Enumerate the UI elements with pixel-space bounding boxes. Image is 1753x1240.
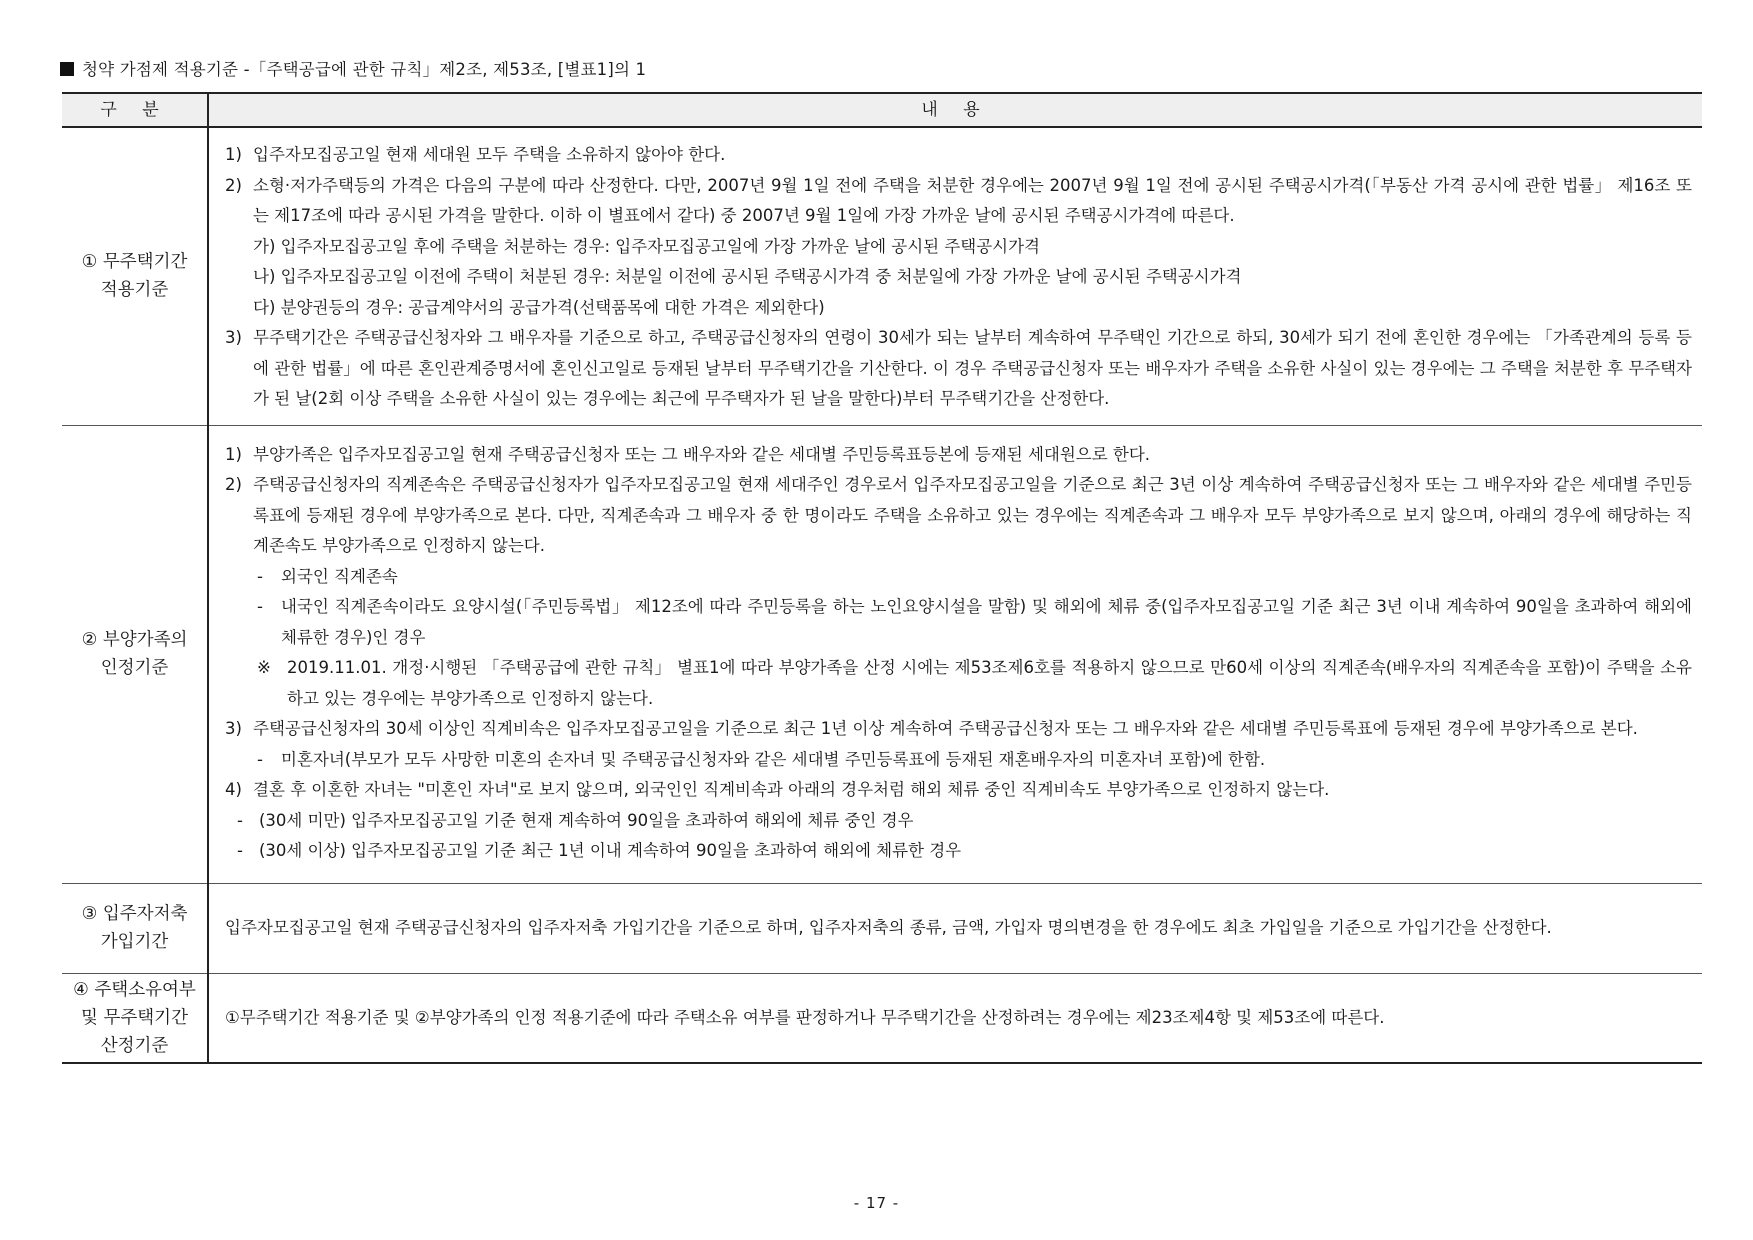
item-text: 주택공급신청자의 직계존속은 주택공급신청자가 입주자모집공고일 현재 세대주인 경우로서 입주자모집공고일을 기준으로 최근 3년 이상 계속하여 주택공급신청자 또는 그 배우자와 같은 세대별 주민등록표에 등재된 경우에 부양가족으로 본다. 다만, 직계존속과 그 배우자 중 한 명이라도 주택을 소유하고 있는 경우에는 직계존속과 그 배우자 모두 부양가족으로 보지 않으며, 아래의 경우에 해당하는 직계존속도 부양가족으로 인정하지 않는다. xyxy=(253,475,1692,555)
dash-text: 외국인 직계존속 xyxy=(281,566,398,586)
dash-item xyxy=(225,592,1692,653)
dash-marker: - xyxy=(237,810,243,830)
category-label: ③ 입주자저축 xyxy=(81,904,188,924)
table-row xyxy=(62,973,1702,1063)
numbered-item xyxy=(225,323,1692,415)
category-cell xyxy=(62,425,208,883)
content-cell xyxy=(208,973,1702,1063)
content-cell xyxy=(208,425,1702,883)
item-text: 부양가족은 입주자모집공고일 현재 주택공급신청자 또는 그 배우자와 같은 세대별 주민등록표등본에 등재된 세대원으로 한다. xyxy=(253,444,1151,464)
category-cell xyxy=(62,127,208,425)
item-number: 2) xyxy=(225,475,242,494)
category-label: 산정기준 xyxy=(100,1035,169,1056)
item-text: 무주택기간은 주택공급신청자와 그 배우자를 기준으로 하고, 주택공급신청자의 연령이 30세가 되는 날부터 계속하여 무주택인 기간으로 하되, 30세가 되기 전에 혼인한 경우에는 「가족관계의 등록 등에 관한 법률」에 따른 혼인관계증명서에 혼인신고일로 등재된 날부터 무주택기간을 기산한다. 이 경우 주택공급신청자 또는 배우자가 주택을 소유한 사실이 있는 경우에는 그 주택을 처분한 후 무주택자가 된 날(2회 이상 주택을 소유한 사실이 있는 경우에는 최근에 무주택자가 된 날을 말한다)부터 무주택기간을 산정한다. xyxy=(253,328,1692,408)
category-label: 가입기간 xyxy=(100,932,169,952)
dash-text: (30세 미만) 입주자모집공고일 기준 현재 계속하여 90일을 초과하여 해외에 체류 중인 경우 xyxy=(259,810,914,830)
item-number: 3) xyxy=(225,328,242,347)
sub-item: 다) 분양권등의 경우: 공급계약서의 공급가격(선택품목에 대한 가격은 제외한다) xyxy=(253,297,825,317)
category-label: 적용기준 xyxy=(100,280,169,301)
dash-item xyxy=(225,806,1692,837)
category-label: 및 무주택기간 xyxy=(81,1007,188,1028)
table-row xyxy=(62,425,1702,883)
dash-marker: - xyxy=(257,597,263,616)
item-number: 2) xyxy=(225,175,242,195)
table-row xyxy=(62,127,1702,425)
page-number: - 17 - xyxy=(853,1194,900,1212)
category-label: ① 무주택기간 xyxy=(81,252,188,273)
note-text: 2019.11.01. 개정·시행된 「주택공급에 관한 규칙」 별표1에 따라 부양가족을 산정 시에는 제53조제6호를 적용하지 않으므로 만60세 이상의 직계존속(배우자의 직계존속을 포함)이 주택을 소유하고 있는 경우에는 부양가족으로 인정하지 않는다. xyxy=(287,658,1692,708)
category-cell xyxy=(62,973,208,1063)
dash-marker: - xyxy=(257,749,263,769)
dash-item xyxy=(225,562,1692,593)
item-number: 3) xyxy=(225,719,242,738)
item-text: 주택공급신청자의 30세 이상인 직계비속은 입주자모집공고일을 기준으로 최근 1년 이상 계속하여 주택공급신청자 또는 그 배우자와 같은 세대별 주민등록표에 등재된 경우에 부양가족으로 본다. xyxy=(253,719,1638,738)
dash-marker: - xyxy=(257,566,263,586)
category-label: 인정기준 xyxy=(100,658,169,678)
heading-text: 청약 가점제 적용기준 -「주택공급에 관한 규칙」제2조, 제53조, [별표1]의 1 xyxy=(82,60,647,79)
numbered-item xyxy=(225,714,1692,745)
content-cell xyxy=(208,883,1702,973)
header-category: 구 분 xyxy=(62,93,208,127)
content-cell xyxy=(208,127,1702,425)
criteria-table xyxy=(62,92,1702,1064)
header-content: 내 용 xyxy=(208,93,1702,127)
numbered-item xyxy=(225,171,1692,232)
item-text: 소형·저가주택등의 가격은 다음의 구분에 따라 산정한다. 다만, 2007년 9월 1일 전에 주택을 처분한 경우에는 2007년 9월 1일 전에 공시된 주택공시가격(「부동산 가격 공시에 관한 법률」 제16조 또는 제17조에 따라 공시된 가격을 말한다. 이하 이 별표에서 같다) 중 2007년 9월 1일에 가장 가까운 날에 공시된 주택공시가격에 따른다. xyxy=(253,175,1692,225)
item-number: 1) xyxy=(225,444,242,464)
dash-text: 미혼자녀(부모가 모두 사망한 미혼의 손자녀 및 주택공급신청자와 같은 세대별 주민등록표에 등재된 재혼배우자의 미혼자녀 포함)에 한함. xyxy=(281,749,1266,769)
numbered-item xyxy=(225,440,1692,471)
item-text: 입주자모집공고일 현재 세대원 모두 주택을 소유하지 않아야 한다. xyxy=(253,145,726,164)
square-bullet-icon xyxy=(60,62,74,76)
dash-text: (30세 이상) 입주자모집공고일 기준 최근 1년 이내 계속하여 90일을 초과하여 해외에 체류한 경우 xyxy=(259,841,962,860)
item-number: 1) xyxy=(225,145,242,164)
category-label: ② 부양가족의 xyxy=(81,630,188,650)
numbered-item xyxy=(225,470,1692,562)
dash-text: 내국인 직계존속이라도 요양시설(「주민등록법」 제12조에 따라 주민등록을 하는 노인요양시설을 말함) 및 해외에 체류 중(입주자모집공고일 기준 최근 3년 이내 계속하여 90일을 초과하여 해외에 체류한 경우)인 경우 xyxy=(281,597,1692,647)
reference-mark-icon: ※ xyxy=(257,658,271,677)
sub-item: 나) 입주자모집공고일 이전에 주택이 처분된 경우: 처분일 이전에 공시된 주택공시가격 중 처분일에 가장 가까운 날에 공시된 주택공시가격 xyxy=(253,267,1242,286)
dash-item xyxy=(225,836,1692,867)
table-header-row xyxy=(62,93,1702,127)
category-cell xyxy=(62,883,208,973)
sub-item: 가) 입주자모집공고일 후에 주택을 처분하는 경우: 입주자모집공고일에 가장 가까운 날에 공시된 주택공시가격 xyxy=(253,236,1040,256)
numbered-item xyxy=(225,140,1692,171)
item-text: 결혼 후 이혼한 자녀는 "미혼인 자녀"로 보지 않으며, 외국인인 직계비속과 아래의 경우처럼 해외 체류 중인 직계비속도 부양가족으로 인정하지 않는다. xyxy=(253,780,1330,799)
item-number: 4) xyxy=(225,780,242,799)
category-label: ④ 주택소유여부 xyxy=(73,979,196,1000)
numbered-item xyxy=(225,775,1692,806)
paragraph: 입주자모집공고일 현재 주택공급신청자의 입주자저축 가입기간을 기준으로 하며, 입주자저축의 종류, 금액, 가입자 명의변경을 한 경우에도 최초 가입일을 기준으로 가입기간을 산정한다. xyxy=(225,917,1552,937)
paragraph: ①무주택기간 적용기준 및 ②부양가족의 인정 적용기준에 따라 주택소유 여부를 판정하거나 무주택기간을 산정하려는 경우에는 제23조제4항 및 제53조에 따른다. xyxy=(225,1007,1385,1027)
note-item xyxy=(225,653,1692,714)
dash-item xyxy=(225,745,1692,776)
table-row xyxy=(62,883,1702,973)
dash-marker: - xyxy=(237,841,243,860)
page-heading xyxy=(60,56,646,80)
